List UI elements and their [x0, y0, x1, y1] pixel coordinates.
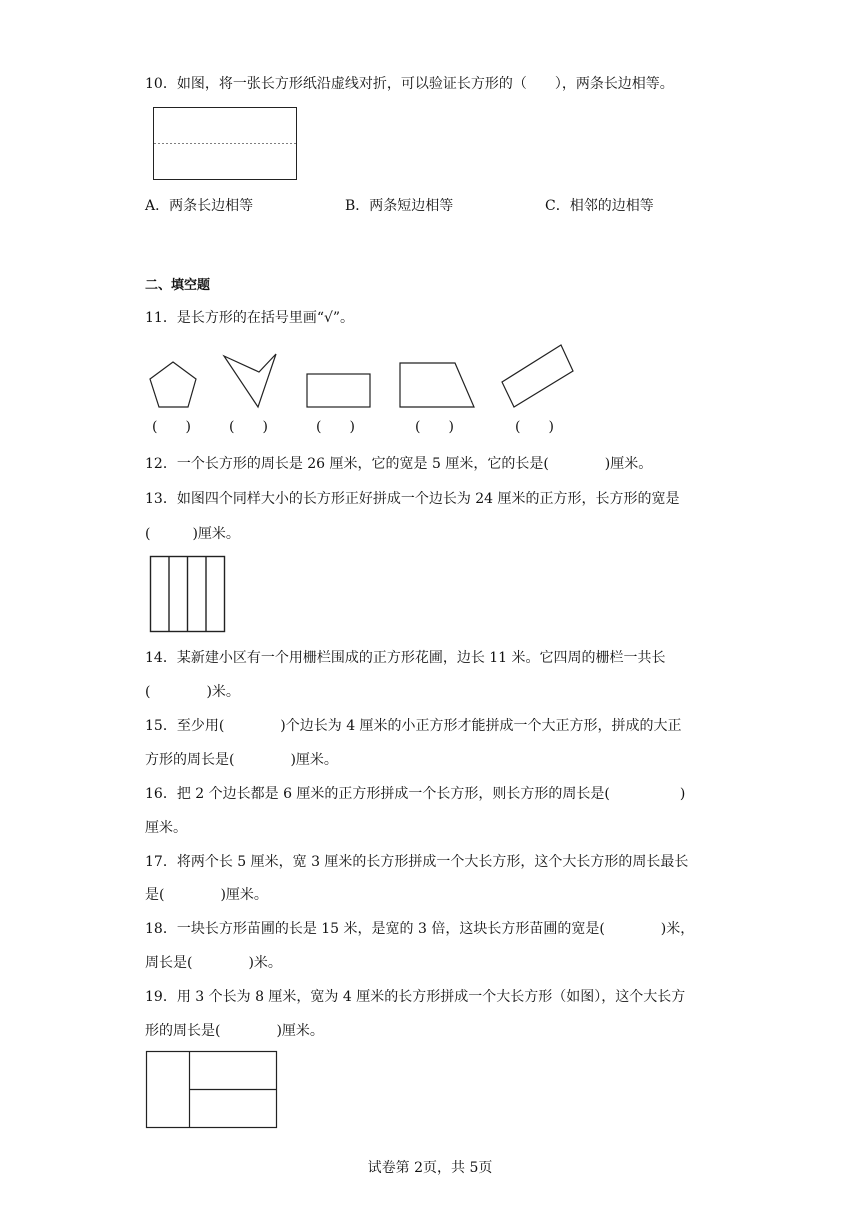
q19-text-line1: 19．用 3 个长为 8 厘米，宽为 4 厘米的长方形拼成一个大长方形（如图），这个大长方 [145, 989, 686, 1005]
q15-text-line2: 方形的周长是( )厘米。 [145, 752, 338, 768]
q15-text-line1: 15．至少用( )个边长为 4 厘米的小正方形才能拼成一个大正方形，拼成的大正 [145, 718, 682, 734]
q11-text: 11．是长方形的在括号里画“√”。 [145, 310, 355, 326]
q19-three-rectangles-figure [146, 1051, 278, 1129]
q13-text-line1: 13．如图四个同样大小的长方形正好拼成一个边长为 24 厘米的正方形，长方形的宽是 [145, 491, 680, 507]
q11-blank-2[interactable]: ( ) [229, 419, 268, 435]
q10-folded-rectangle-figure [153, 107, 298, 181]
q18-text-line2: 周长是( )米。 [145, 955, 282, 971]
q11-shapes-figure [140, 340, 585, 415]
q16-text-line2: 厘米。 [145, 820, 187, 836]
q13-four-rectangles-square-figure [150, 556, 226, 633]
q17-text-line2: 是( )厘米。 [145, 887, 268, 903]
q10-option-c[interactable]: C．相邻的边相等 [545, 198, 654, 214]
q11-trapezoid-shape [400, 363, 474, 407]
q10-text: 10．如图，将一张长方形纸沿虚线对折，可以验证长方形的（ ），两条长边相等。 [145, 76, 674, 92]
q11-rectangle-shape [307, 374, 370, 407]
q11-blank-3[interactable]: ( ) [316, 419, 355, 435]
q11-tilted-rectangle-shape [502, 345, 573, 407]
q14-text-line2: ( )米。 [145, 684, 240, 700]
section-title-fill-in: 二、填空题 [145, 278, 211, 293]
q11-blank-4[interactable]: ( ) [415, 419, 454, 435]
q16-text-line1: 16．把 2 个边长都是 6 厘米的正方形拼成一个长方形，则长方形的周长是( ) [145, 786, 686, 802]
q14-text-line1: 14．某新建小区有一个用栅栏围成的正方形花圃，边长 11 米。它四周的栅栏一共长 [145, 650, 666, 666]
q11-blank-1[interactable]: ( ) [152, 419, 191, 435]
q12-text: 12．一个长方形的周长是 26 厘米，它的宽是 5 厘米，它的长是( )厘米。 [145, 456, 653, 472]
q10-option-b[interactable]: B．两条短边相等 [345, 198, 454, 214]
q18-text-line1: 18．一块长方形苗圃的长是 15 米，是宽的 3 倍，这块长方形苗圃的宽是( )米， [145, 921, 695, 937]
q19-text-line2: 形的周长是( )厘米。 [145, 1023, 324, 1039]
q13-text-line2: ( )厘米。 [145, 526, 240, 542]
q10-option-a[interactable]: A．两条长边相等 [145, 198, 254, 214]
q11-pentagon-shape [150, 362, 196, 407]
q11-blank-5[interactable]: ( ) [515, 419, 554, 435]
q17-text-line1: 17．将两个长 5 厘米，宽 3 厘米的长方形拼成一个大长方形，这个大长方形的周长最长 [145, 854, 689, 870]
q11-arrow-shape [224, 354, 276, 407]
page-footer: 试卷第 2页，共 5页 [367, 1160, 493, 1176]
